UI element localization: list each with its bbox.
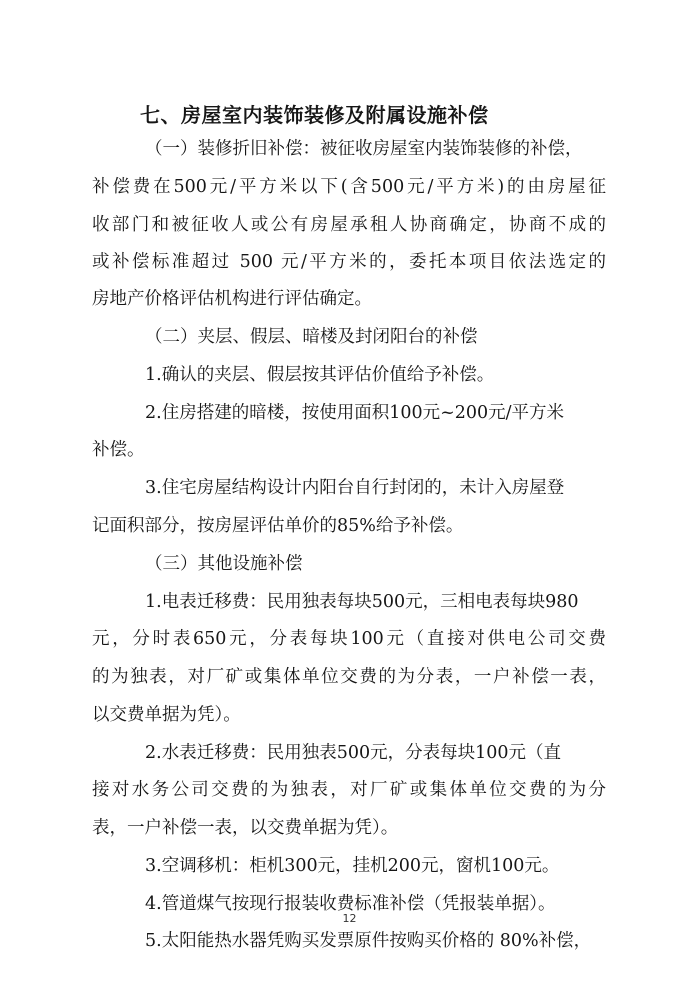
paragraph-line: 3.空调移机：柜机300元，挂机200元，窗机100元。 (145, 856, 560, 876)
page-number: 12 (342, 912, 357, 925)
paragraph-line: 的为独表，对厂矿或集体单位交费的为分表，一户补偿一表， (92, 667, 606, 687)
paragraph-line: 2.住房搭建的暗楼，按使用面积100元~200元/平方米 (145, 403, 565, 423)
paragraph-line: 1.确认的夹层、假层按其评估价值给予补偿。 (145, 365, 495, 385)
paragraph-line: 以交费单据为凭）。 (92, 705, 241, 725)
paragraph-line: 2.水表迁移费：民用独表500元，分表每块100元（直 (145, 743, 561, 763)
paragraph-line: 房地产价格评估机构进行评估确定。 (92, 289, 372, 309)
paragraph-line: 表，一户补偿一表，以交费单据为凭）。 (92, 818, 399, 838)
paragraph-line: （一）装修折旧补偿：被征收房屋室内装饰装修的补偿， (145, 139, 583, 159)
section-title: 七、房屋室内装饰装修及附属设施补偿 (140, 103, 489, 127)
subsection-heading: （二）夹层、假层、暗楼及封闭阳台的补偿 (145, 327, 478, 347)
paragraph-line: 或补偿标准超过 500 元/平方米的，委托本项目依法选定的 (92, 252, 606, 272)
paragraph-line: 3.住宅房屋结构设计内阳台自行封闭的，未计入房屋登 (145, 478, 565, 498)
paragraph-line: 接对水务公司交费的为独表，对厂矿或集体单位交费的为分 (92, 780, 606, 800)
subsection-heading: （三）其他设施补偿 (145, 554, 303, 574)
paragraph-line: 补偿。 (92, 440, 145, 460)
paragraph-line: 1.电表迁移费：民用独表每块500元，三相电表每块980 (145, 592, 579, 612)
paragraph-line: 4.管道煤气按现行报装收费标准补偿（凭报装单据）。 (145, 894, 556, 914)
paragraph-line: 补偿费在500元/平方米以下(含500元/平方米)的由房屋征 (92, 177, 606, 197)
paragraph-line: 元，分时表650元，分表每块100元（直接对供电公司交费 (92, 629, 606, 649)
paragraph-line: 5.太阳能热水器凭购买发票原件按购买价格的 80%补偿， (145, 931, 592, 951)
paragraph-line: 记面积部分，按房屋评估单价的85%给予补偿。 (92, 516, 464, 536)
paragraph-line: 收部门和被征收人或公有房屋承租人协商确定，协商不成的 (92, 215, 606, 235)
